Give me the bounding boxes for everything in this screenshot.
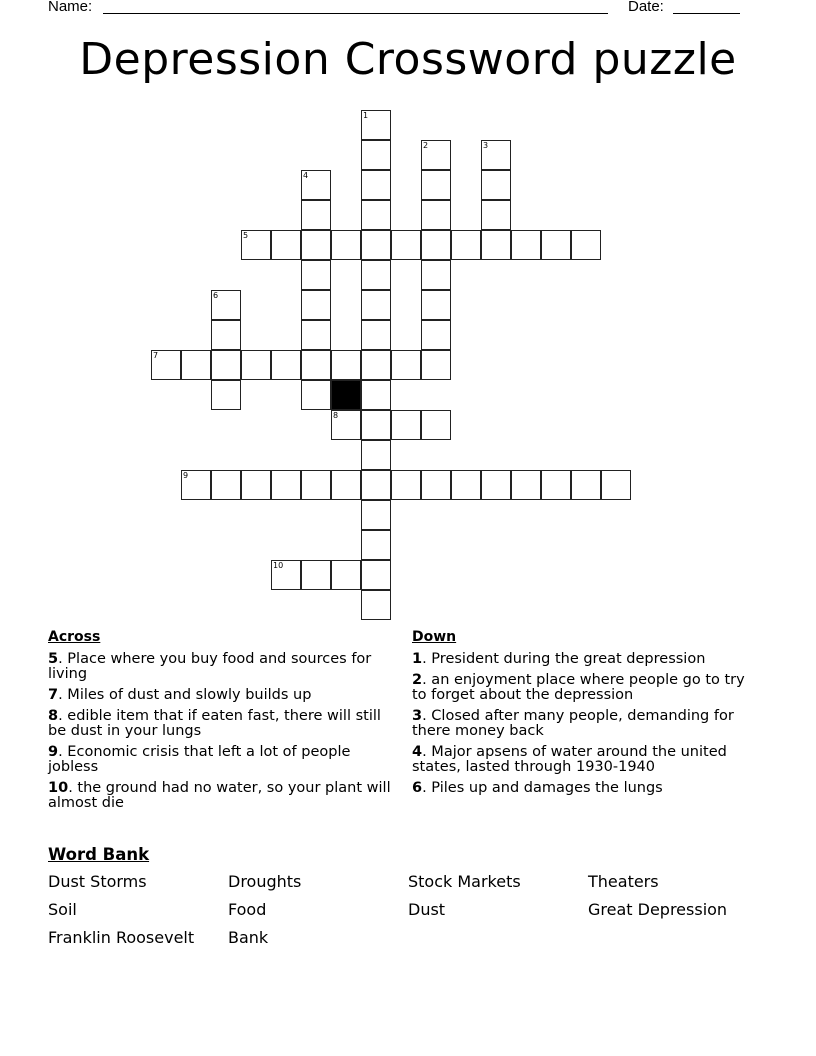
clue-number: 8	[48, 708, 59, 724]
word-bank-item: Dust	[408, 900, 446, 919]
word-bank-item: Franklin Roosevelt	[48, 928, 195, 947]
across-heading: Across	[48, 629, 101, 645]
grid-cell[interactable]	[511, 470, 541, 500]
grid-cell[interactable]	[481, 200, 511, 230]
grid-cell[interactable]	[301, 200, 331, 230]
grid-cell[interactable]	[181, 350, 211, 380]
grid-cell[interactable]	[361, 560, 391, 590]
grid-cell[interactable]	[241, 230, 271, 260]
grid-cell[interactable]	[271, 560, 301, 590]
grid-cell[interactable]	[331, 230, 361, 260]
grid-cell[interactable]	[241, 350, 271, 380]
grid-cell[interactable]	[421, 410, 451, 440]
grid-cell[interactable]	[361, 140, 391, 170]
down-clue-4: 4. Major apsens of water around the united states, lasted through 1930-1940	[412, 744, 727, 775]
grid-cell[interactable]	[421, 260, 451, 290]
clue-number: 10	[48, 780, 69, 796]
down-heading: Down	[412, 629, 457, 645]
name-label: Name:	[48, 0, 93, 15]
grid-cell[interactable]	[361, 530, 391, 560]
clue-number: 5	[243, 231, 249, 240]
grid-cell[interactable]	[451, 470, 481, 500]
grid-cell[interactable]	[541, 230, 571, 260]
grid-cell[interactable]	[301, 230, 331, 260]
grid-cell[interactable]	[421, 470, 451, 500]
grid-cell[interactable]	[451, 230, 481, 260]
clue-number: 6	[213, 291, 219, 300]
grid-cell[interactable]	[361, 350, 391, 380]
clue-number: 9	[183, 471, 189, 480]
grid-cell[interactable]	[361, 290, 391, 320]
clue-number: 8	[333, 411, 339, 420]
grid-cell[interactable]	[361, 110, 391, 140]
word-bank-item: Dust Storms	[48, 872, 147, 891]
across-clue-10: 10. the ground had no water, so your plant will almost die	[48, 780, 391, 811]
grid-cell[interactable]	[511, 230, 541, 260]
grid-cell[interactable]	[241, 470, 271, 500]
clue-number: 4	[303, 171, 309, 180]
word-bank-item: Food	[228, 900, 267, 919]
grid-cell[interactable]	[331, 470, 361, 500]
clue-number: 5	[48, 651, 59, 667]
grid-cell[interactable]	[331, 560, 361, 590]
grid-cell[interactable]	[301, 380, 331, 410]
word-bank-item: Droughts	[228, 872, 302, 891]
clue-number: 2	[412, 672, 423, 688]
grid-cell[interactable]	[391, 410, 421, 440]
word-bank-heading: Word Bank	[48, 845, 150, 864]
across-clue-5: 5. Place where you buy food and sources for living	[48, 651, 372, 682]
across-clues	[48, 628, 393, 817]
grid-cell[interactable]	[361, 500, 391, 530]
grid-cell[interactable]	[361, 380, 391, 410]
grid-cell[interactable]	[421, 200, 451, 230]
grid-cell[interactable]	[361, 230, 391, 260]
grid-cell[interactable]	[271, 350, 301, 380]
clue-number: 6	[412, 780, 423, 796]
grid-cell[interactable]	[181, 470, 211, 500]
clue-number: 3	[483, 141, 489, 150]
grid-cell[interactable]	[361, 590, 391, 620]
clue-number: 2	[423, 141, 429, 150]
black-cell	[331, 380, 361, 410]
grid-cell[interactable]	[421, 230, 451, 260]
grid-cell[interactable]	[271, 470, 301, 500]
grid-cell[interactable]	[361, 410, 391, 440]
clue-number: 10	[273, 561, 284, 570]
grid-cell[interactable]	[301, 560, 331, 590]
grid-cell[interactable]	[421, 140, 451, 170]
grid-cell[interactable]	[211, 470, 241, 500]
word-bank-item: Soil	[48, 900, 77, 919]
grid-cell[interactable]	[361, 470, 391, 500]
clue-number: 4	[412, 744, 423, 760]
grid-cell[interactable]	[301, 290, 331, 320]
grid-cell[interactable]	[331, 410, 361, 440]
grid-cell[interactable]	[421, 350, 451, 380]
clue-number: 7	[48, 687, 59, 703]
down-clues	[412, 628, 757, 802]
grid-cell[interactable]	[211, 380, 241, 410]
grid-cell[interactable]	[211, 320, 241, 350]
down-clue-6: 6. Piles up and damages the lungs	[412, 780, 663, 796]
grid-cell[interactable]	[211, 290, 241, 320]
grid-cell[interactable]	[571, 470, 601, 500]
down-clue-2: 2. an enjoyment place where people go to try to forget about the depression	[412, 672, 745, 703]
word-bank-item: Great Depression	[588, 900, 728, 919]
clue-number: 7	[153, 351, 159, 360]
down-clue-1: 1. President during the great depression	[412, 651, 706, 667]
grid-cell[interactable]	[301, 320, 331, 350]
grid-cell[interactable]	[391, 350, 421, 380]
grid-cell[interactable]	[421, 170, 451, 200]
grid-cell[interactable]	[391, 470, 421, 500]
across-clue-9: 9. Economic crisis that left a lot of people jobless	[48, 744, 351, 775]
across-clue-7: 7. Miles of dust and slowly builds up	[48, 687, 312, 703]
grid-cell[interactable]	[481, 170, 511, 200]
date-label: Date:	[628, 0, 664, 15]
clue-number: 1	[412, 651, 423, 667]
grid-cell[interactable]	[541, 470, 571, 500]
grid-cell[interactable]	[301, 470, 331, 500]
down-clue-3: 3. Closed after many people, demanding for there money back	[412, 708, 734, 739]
grid-cell[interactable]	[361, 440, 391, 470]
grid-cell[interactable]	[301, 260, 331, 290]
grid-cell[interactable]	[361, 260, 391, 290]
clue-number: 1	[363, 111, 369, 120]
grid-cell[interactable]	[571, 230, 601, 260]
across-clue-8: 8. edible item that if eaten fast, there will still be dust in your lungs	[48, 708, 381, 739]
grid-cell[interactable]	[301, 350, 331, 380]
grid-cell[interactable]	[331, 350, 361, 380]
grid-cell[interactable]	[361, 200, 391, 230]
grid-cell[interactable]	[421, 290, 451, 320]
grid-cell[interactable]	[361, 320, 391, 350]
word-bank-item: Bank	[228, 928, 269, 947]
clue-number: 3	[412, 708, 423, 724]
grid-cell[interactable]	[151, 350, 181, 380]
grid-cell[interactable]	[421, 320, 451, 350]
grid-cell[interactable]	[361, 170, 391, 200]
page-title: Depression Crossword puzzle	[79, 34, 737, 85]
grid-cell[interactable]	[481, 230, 511, 260]
grid-cell[interactable]	[211, 350, 241, 380]
grid-cell[interactable]	[271, 230, 301, 260]
word-bank-item: Stock Markets	[408, 872, 521, 891]
grid-cell[interactable]	[481, 470, 511, 500]
clue-number: 9	[48, 744, 59, 760]
grid-cell[interactable]	[481, 140, 511, 170]
grid-cell[interactable]	[391, 230, 421, 260]
grid-cell[interactable]	[601, 470, 631, 500]
word-bank-item: Theaters	[588, 872, 659, 891]
grid-cell[interactable]	[301, 170, 331, 200]
